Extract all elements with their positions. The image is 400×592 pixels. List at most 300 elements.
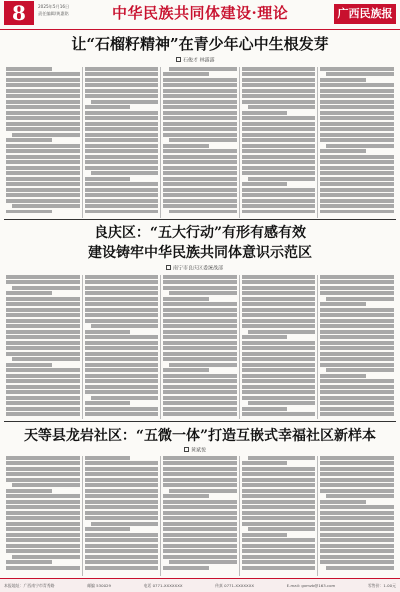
text-line [242, 302, 316, 306]
text-line [85, 560, 159, 564]
article-2-column-3 [160, 275, 239, 419]
text-line [242, 72, 316, 76]
article-3-column-1 [4, 456, 82, 576]
text-line [320, 500, 366, 504]
text-line [163, 308, 237, 312]
article-2-body [4, 275, 396, 419]
text-line [6, 522, 80, 526]
text-line [163, 467, 237, 471]
text-line [242, 280, 316, 284]
text-line [85, 149, 159, 153]
text-line [320, 324, 394, 328]
article-1-column-5 [317, 67, 396, 218]
text-line [242, 407, 288, 411]
text-line [169, 67, 237, 71]
text-line [242, 505, 316, 509]
text-line [163, 396, 237, 400]
text-line [6, 210, 52, 214]
text-line [6, 396, 80, 400]
text-line [320, 111, 394, 115]
text-line [85, 127, 159, 131]
text-line [6, 72, 80, 76]
text-line [320, 522, 394, 526]
text-line [91, 324, 159, 328]
text-line [242, 335, 288, 339]
text-line [85, 160, 159, 164]
text-line [6, 67, 52, 71]
text-line [163, 297, 209, 301]
text-line [242, 472, 316, 476]
text-line [242, 171, 316, 175]
text-line [85, 483, 159, 487]
text-line [85, 193, 159, 197]
text-line [320, 280, 394, 284]
text-line [242, 500, 316, 504]
text-line [6, 291, 52, 295]
text-line [6, 385, 80, 389]
article-1-column-1 [4, 67, 82, 218]
text-line [85, 78, 159, 82]
text-line [248, 105, 316, 109]
text-line [320, 461, 394, 465]
text-line [242, 133, 316, 137]
text-line [163, 505, 237, 509]
text-line [320, 182, 394, 186]
text-line [320, 78, 366, 82]
text-line [6, 111, 80, 115]
text-line [163, 116, 237, 120]
text-line [6, 489, 52, 493]
text-line [242, 144, 316, 148]
text-line [163, 324, 237, 328]
text-line [242, 368, 316, 372]
text-line [163, 160, 237, 164]
text-line [91, 171, 159, 175]
text-line [242, 467, 316, 471]
text-line [6, 335, 80, 339]
text-line [6, 527, 80, 531]
text-line [6, 374, 80, 378]
text-line [242, 522, 316, 526]
text-line [320, 346, 394, 350]
text-line [85, 390, 159, 394]
text-line [85, 72, 159, 76]
text-line [163, 330, 237, 334]
text-line [320, 177, 394, 181]
byline-square-icon [184, 447, 189, 452]
text-line [320, 335, 394, 339]
text-line [320, 538, 394, 542]
byline-square-icon [176, 57, 181, 62]
text-line [6, 407, 80, 411]
text-line [320, 555, 394, 559]
text-line [85, 133, 159, 137]
article-3-byline [184, 447, 206, 455]
text-line [163, 83, 237, 87]
text-line [242, 193, 316, 197]
text-line [163, 280, 237, 284]
text-line [320, 374, 366, 378]
text-line [163, 89, 237, 93]
text-line [163, 78, 237, 82]
text-line [242, 374, 316, 378]
text-line [6, 116, 80, 120]
text-line [320, 210, 394, 214]
text-line [163, 302, 237, 306]
text-line [6, 297, 80, 301]
text-line [242, 396, 316, 400]
text-line [242, 188, 316, 192]
text-line [320, 171, 394, 175]
text-line [242, 313, 316, 317]
text-line [320, 401, 394, 405]
text-line [242, 346, 316, 350]
editor-credit: 责任编辑/黄惠铭 [38, 11, 69, 16]
text-line [320, 533, 394, 537]
text-line [320, 489, 394, 493]
text-line [163, 204, 237, 208]
text-line [85, 527, 131, 531]
text-line [242, 385, 316, 389]
text-line [320, 313, 394, 317]
text-line [163, 171, 237, 175]
text-line [85, 412, 159, 416]
text-line [248, 177, 316, 181]
text-line [85, 456, 131, 460]
text-line [85, 313, 159, 317]
text-line [6, 280, 80, 284]
text-line [85, 177, 131, 181]
text-line [242, 324, 316, 328]
text-line [320, 456, 394, 460]
text-line [85, 368, 159, 372]
text-line [91, 396, 159, 400]
text-line [85, 346, 159, 350]
footer-phone: 电话 0771-XXXXXXX [143, 582, 183, 588]
text-line [163, 100, 237, 104]
text-line [242, 166, 316, 170]
text-line [85, 489, 159, 493]
article-3-headline[interactable]: 天等县龙岩社区：“五微一体”打造互嵌式幸福社区新样本 [23, 428, 377, 444]
text-line [6, 149, 80, 153]
text-line [85, 494, 159, 498]
footer-email: E-mail: gxmzb@163.com [286, 582, 336, 588]
text-line [85, 533, 159, 537]
masthead [0, 0, 400, 30]
text-line [85, 549, 159, 553]
article-2-headline-line-1[interactable]: 良庆区：“五大行动”有形有感有效 [93, 225, 307, 241]
text-line [163, 149, 237, 153]
text-line [6, 516, 80, 520]
text-line [320, 105, 394, 109]
text-line [163, 275, 237, 279]
text-line [6, 533, 80, 537]
text-line [6, 352, 80, 356]
text-line [163, 544, 237, 548]
text-line [242, 489, 316, 493]
text-line [320, 308, 394, 312]
text-line [320, 385, 394, 389]
text-line [85, 472, 159, 476]
text-line [242, 560, 316, 564]
text-line [6, 155, 80, 159]
text-line [163, 72, 209, 76]
text-line [242, 149, 316, 153]
text-line [163, 199, 237, 203]
text-line [85, 511, 159, 515]
text-line [6, 160, 80, 164]
article-2-column-5 [317, 275, 396, 419]
text-line [320, 352, 394, 356]
text-line [320, 549, 394, 553]
text-line [163, 494, 209, 498]
text-line [320, 100, 394, 104]
article-1-column-2 [82, 67, 161, 218]
text-line [6, 478, 80, 482]
text-line [320, 511, 394, 515]
text-line [320, 94, 394, 98]
text-line [6, 363, 52, 367]
text-line [85, 461, 159, 465]
text-line [85, 478, 159, 482]
text-line [6, 472, 80, 476]
article-2-headline-line-2[interactable]: 建设铸牢中华民族共同体意识示范区 [88, 245, 312, 261]
text-line [320, 193, 394, 197]
text-line [85, 291, 159, 295]
text-line [320, 286, 394, 290]
text-line [85, 116, 159, 120]
text-line [85, 122, 159, 126]
text-line [6, 500, 80, 504]
text-line [242, 204, 316, 208]
text-line [85, 352, 159, 356]
page-footer [0, 578, 400, 592]
text-line [320, 396, 394, 400]
text-line [163, 456, 237, 460]
text-line [6, 308, 80, 312]
text-line [6, 302, 80, 306]
text-line [6, 83, 80, 87]
text-line [85, 105, 131, 109]
text-line [6, 456, 80, 460]
issue-date: 2025年5月16日 [38, 4, 70, 9]
article-1-headline[interactable]: 让“石榴籽精神”在青少年心中生根发芽 [71, 35, 329, 53]
text-line [242, 341, 316, 345]
text-line [320, 527, 394, 531]
text-line [6, 193, 80, 197]
text-line [320, 363, 394, 367]
text-line [320, 127, 394, 131]
text-line [85, 385, 159, 389]
text-line [85, 111, 159, 115]
text-line [320, 89, 394, 93]
text-line [163, 105, 237, 109]
text-line [163, 483, 237, 487]
text-line [6, 199, 80, 203]
text-line [163, 127, 237, 131]
text-line [326, 144, 394, 148]
text-line [163, 390, 237, 394]
text-line [242, 210, 316, 214]
text-line [320, 155, 394, 159]
text-line [6, 549, 80, 553]
text-line [242, 155, 316, 159]
text-line [85, 94, 159, 98]
text-line [85, 341, 159, 345]
text-line [242, 100, 316, 104]
text-line [6, 379, 80, 383]
text-line [85, 407, 159, 411]
text-line [6, 368, 80, 372]
text-line [163, 94, 237, 98]
text-line [320, 357, 394, 361]
text-line [320, 544, 394, 548]
text-line [85, 83, 159, 87]
text-line [6, 401, 80, 405]
article-3-column-3 [160, 456, 239, 576]
text-line [6, 324, 80, 328]
newspaper-logo: 广西民族报 [334, 4, 396, 24]
text-line [242, 297, 316, 301]
text-line [12, 555, 80, 559]
text-line [163, 555, 237, 559]
text-line [326, 72, 394, 76]
text-line [242, 160, 316, 164]
text-line [242, 412, 316, 416]
byline-square-icon [166, 265, 171, 270]
text-line [320, 560, 394, 564]
article-2-column-4 [239, 275, 318, 419]
text-line [163, 286, 237, 290]
text-line [85, 516, 159, 520]
text-line [91, 522, 159, 526]
text-line [163, 412, 237, 416]
text-line [320, 472, 394, 476]
text-line [12, 483, 80, 487]
text-line [163, 341, 237, 345]
text-line [163, 500, 237, 504]
text-line [242, 494, 316, 498]
text-line [242, 379, 316, 383]
text-line [320, 160, 394, 164]
text-line [163, 566, 209, 570]
text-line [85, 555, 159, 559]
article-2-author: 南宁市良庆区委统战部 [173, 265, 224, 272]
text-line [163, 122, 237, 126]
text-line [6, 494, 80, 498]
footer-price: 零售价：1.00元 [367, 582, 396, 588]
text-line [248, 527, 316, 531]
text-line [320, 149, 366, 153]
text-line [320, 188, 394, 192]
text-line [320, 138, 394, 142]
text-line [242, 286, 316, 290]
text-line [163, 385, 237, 389]
text-line [85, 199, 159, 203]
text-line [6, 188, 80, 192]
text-line [242, 390, 316, 394]
text-line [85, 286, 159, 290]
text-line [6, 505, 80, 509]
text-line [320, 122, 394, 126]
text-line [163, 374, 237, 378]
text-line [242, 275, 316, 279]
text-line [248, 330, 316, 334]
text-line [163, 155, 237, 159]
text-line [6, 177, 80, 181]
text-line [242, 533, 288, 537]
article-1-body [4, 67, 396, 218]
text-line [242, 566, 316, 570]
text-line [242, 127, 316, 131]
text-line [163, 166, 237, 170]
text-line [242, 357, 316, 361]
text-line [320, 166, 394, 170]
text-line [6, 100, 80, 104]
text-line [163, 357, 237, 361]
section-title: 中华民族共同体建设·理论 [112, 4, 289, 22]
text-line [242, 122, 316, 126]
text-line [242, 83, 316, 87]
text-line [6, 538, 80, 542]
text-line [169, 291, 237, 295]
text-line [242, 308, 316, 312]
text-line [320, 330, 394, 334]
text-line [169, 138, 237, 142]
text-line [163, 133, 237, 137]
text-line [6, 566, 80, 570]
text-line [6, 122, 80, 126]
text-line [6, 275, 80, 279]
text-line [163, 352, 237, 356]
text-line [169, 489, 237, 493]
text-line [163, 335, 237, 339]
text-line [169, 363, 237, 367]
text-line [320, 275, 394, 279]
text-line [163, 313, 237, 317]
text-line [163, 533, 237, 537]
text-line [248, 401, 316, 405]
text-line [6, 390, 80, 394]
text-line [320, 199, 394, 203]
text-line [85, 89, 159, 93]
text-line [320, 483, 394, 487]
text-line [320, 379, 394, 383]
text-line [242, 116, 316, 120]
text-line [242, 544, 316, 548]
text-line [242, 461, 288, 465]
text-line [163, 461, 237, 465]
text-line [326, 297, 394, 301]
text-line [242, 199, 316, 203]
text-line [85, 182, 159, 186]
text-line [242, 89, 316, 93]
text-line [163, 527, 237, 531]
text-line [242, 478, 316, 482]
text-line [85, 204, 159, 208]
text-line [85, 138, 159, 142]
text-line [163, 538, 237, 542]
text-line [320, 319, 394, 323]
text-line [169, 560, 237, 564]
text-line [85, 374, 159, 378]
text-line [163, 516, 237, 520]
text-line [320, 412, 394, 416]
text-line [320, 67, 394, 71]
text-line [242, 516, 316, 520]
text-line [326, 368, 394, 372]
text-line [85, 297, 159, 301]
